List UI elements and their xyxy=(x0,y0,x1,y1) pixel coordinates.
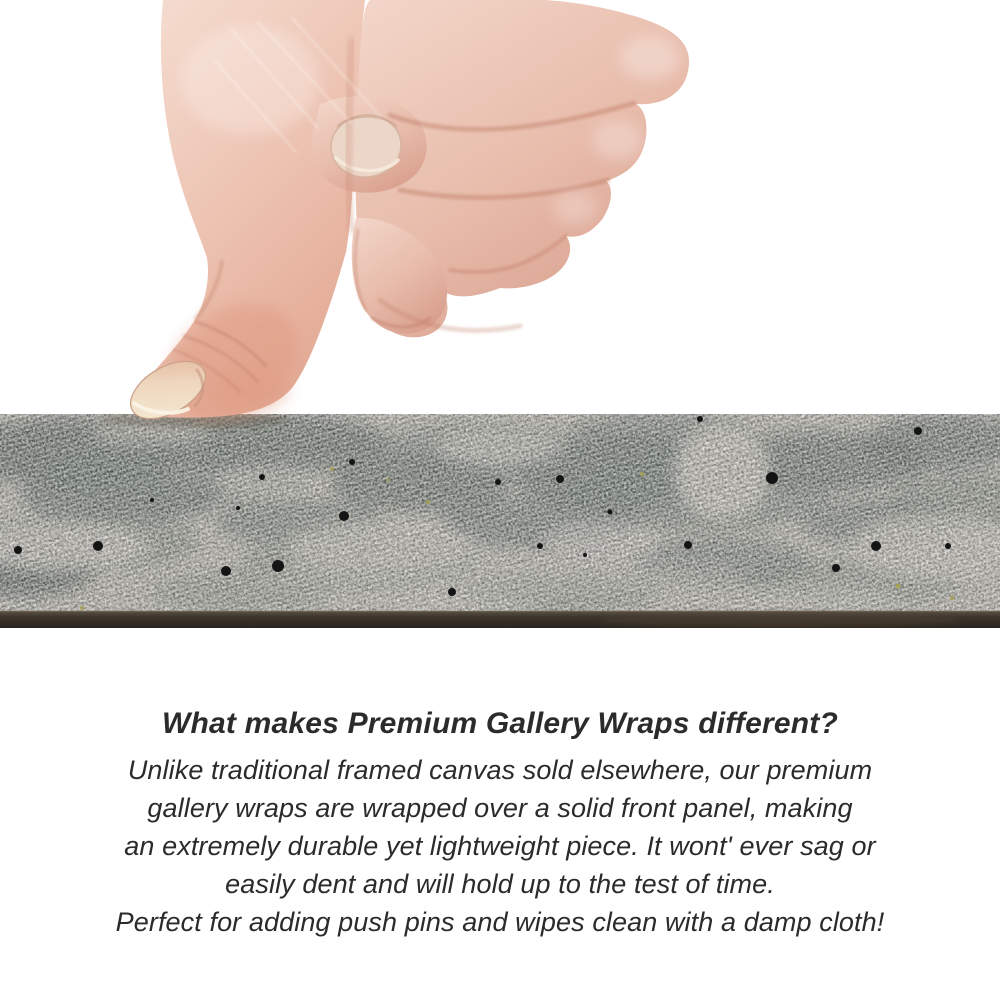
info-line-2: gallery wraps are wrapped over a solid front panel, making xyxy=(147,793,853,823)
info-section xyxy=(0,704,1000,941)
info-line-4: easily dent and will hold up to the test of time. xyxy=(225,869,775,899)
info-line-3: an extremely durable yet lightweight piece. It wont' ever sag or xyxy=(124,831,876,861)
canvas-grain-light xyxy=(0,414,1000,614)
canvas-edge-tint xyxy=(600,612,960,628)
info-line-5: Perfect for adding push pins and wipes clean with a damp cloth! xyxy=(115,907,885,937)
hand-graphic xyxy=(121,0,689,445)
canvas-strip-graphic xyxy=(0,412,1000,628)
info-line-1: Unlike traditional framed canvas sold elsewhere, our premium xyxy=(127,755,873,785)
info-heading: What makes Premium Gallery Wraps different? xyxy=(161,707,839,740)
thumb-web-shadow xyxy=(348,40,352,230)
canvas-edge-highlight xyxy=(0,611,1000,613)
